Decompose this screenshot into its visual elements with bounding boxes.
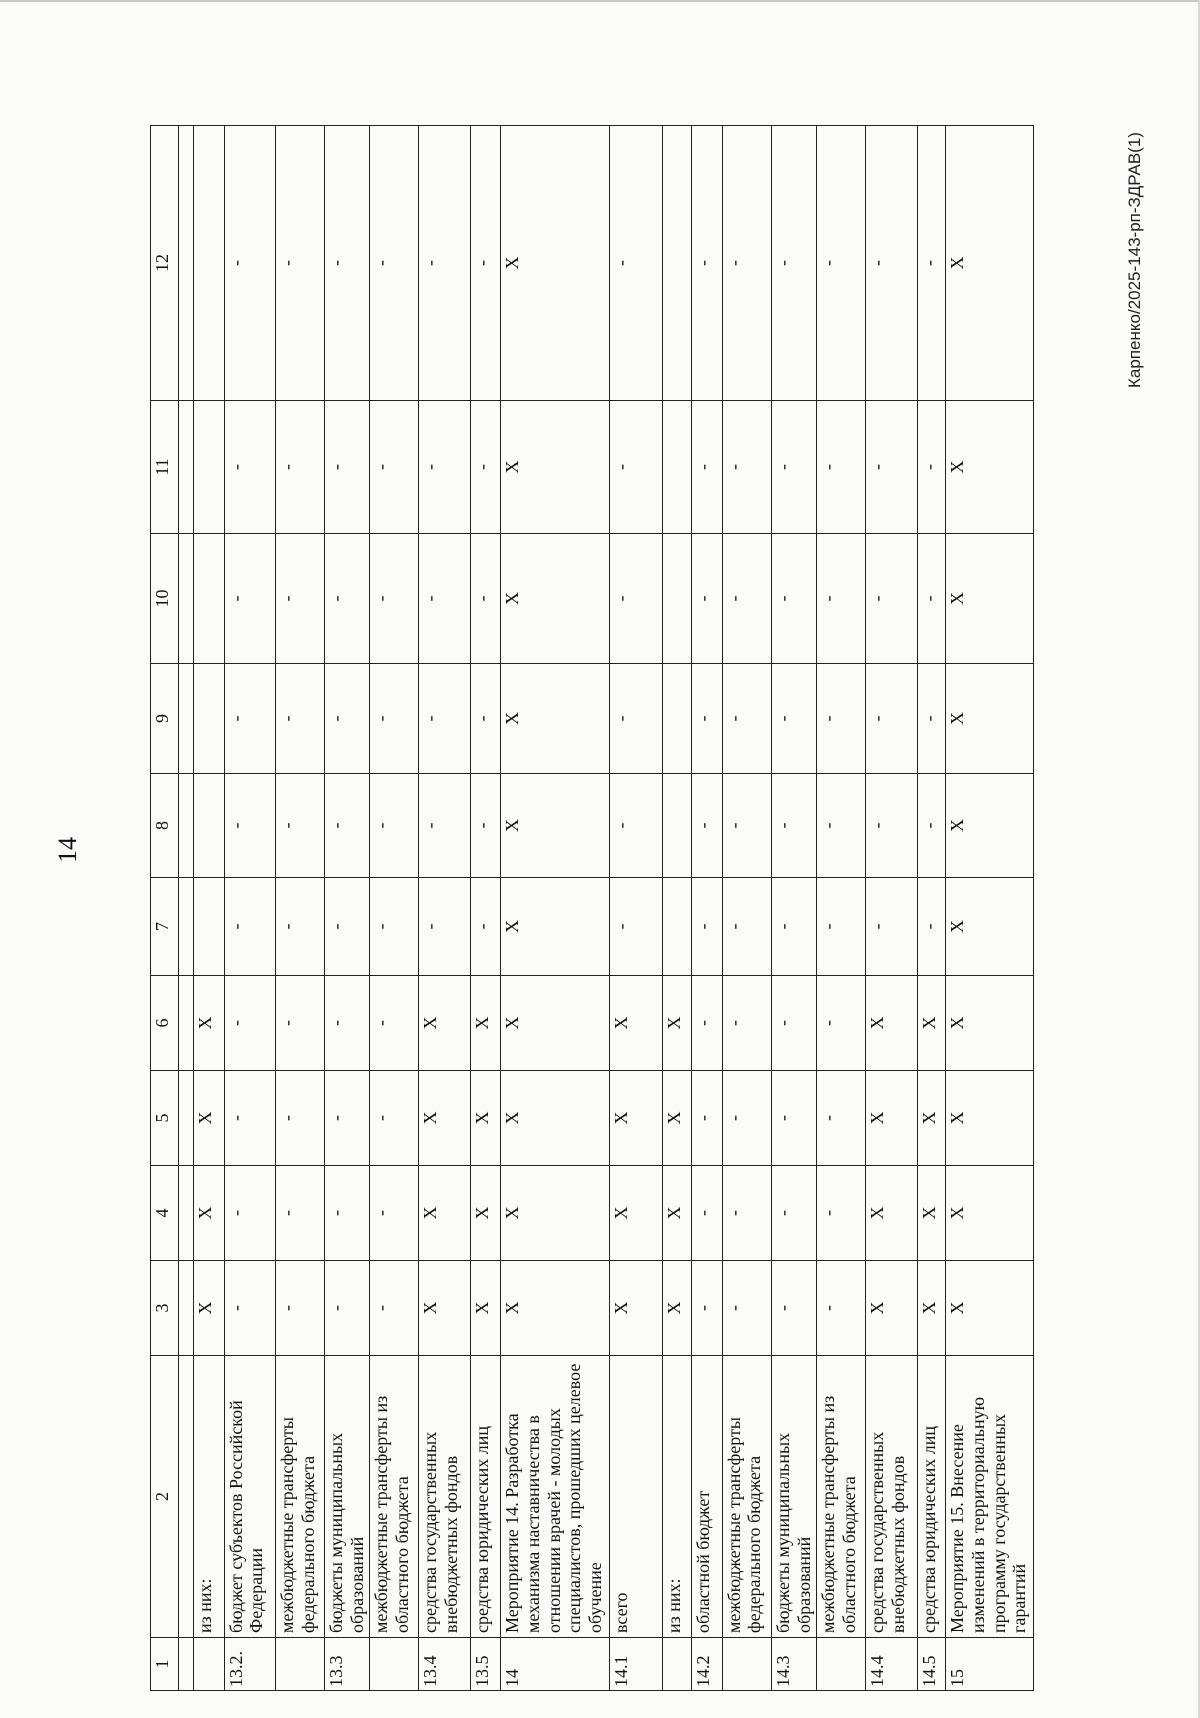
row-label-cell: Мероприятие 15. Внесение изменений в территориальную программу государственных гарантий	[946, 1356, 1034, 1638]
value-cell: -	[692, 774, 723, 878]
value-cell	[193, 534, 224, 664]
value-cell: -	[866, 401, 917, 534]
header-cell: 7	[151, 878, 179, 976]
value-cell: X	[610, 1261, 663, 1356]
table-row	[817, 126, 866, 1691]
row-number-cell: 13.5	[470, 1638, 501, 1691]
header-cell: 9	[151, 664, 179, 774]
table-row	[501, 126, 610, 1691]
value-cell: -	[917, 664, 946, 774]
value-cell: X	[470, 1261, 501, 1356]
value-cell: -	[610, 534, 663, 664]
value-cell: -	[692, 401, 723, 534]
table-cell	[178, 878, 193, 976]
value-cell: -	[817, 664, 866, 774]
value-cell: -	[224, 976, 275, 1071]
value-cell: X	[501, 534, 610, 664]
row-number-cell: 13.2.	[224, 1638, 275, 1691]
value-cell: -	[866, 126, 917, 401]
row-number-cell	[817, 1638, 866, 1691]
value-cell: -	[722, 1166, 771, 1261]
value-cell: X	[866, 1166, 917, 1261]
value-cell: -	[692, 1261, 723, 1356]
value-cell: -	[324, 401, 369, 534]
value-cell	[663, 664, 692, 774]
value-cell: -	[275, 401, 324, 534]
value-cell: -	[771, 878, 816, 976]
value-cell: -	[275, 878, 324, 976]
value-cell: -	[470, 401, 501, 534]
value-cell: X	[946, 1261, 1034, 1356]
value-cell: -	[771, 664, 816, 774]
row-number-cell	[722, 1638, 771, 1691]
row-label-cell: средства государственных внебюджетных фондов	[866, 1356, 917, 1638]
value-cell: X	[610, 1166, 663, 1261]
value-cell: -	[771, 401, 816, 534]
value-cell: -	[275, 534, 324, 664]
row-number-cell: 14.3	[771, 1638, 816, 1691]
value-cell: -	[324, 878, 369, 976]
value-cell: -	[470, 664, 501, 774]
value-cell: -	[370, 534, 419, 664]
value-cell: X	[917, 976, 946, 1071]
value-cell: -	[771, 1166, 816, 1261]
table-row	[419, 126, 470, 1691]
row-label-cell: бюджеты муниципальных образований	[771, 1356, 816, 1638]
table-row	[917, 126, 946, 1691]
value-cell: -	[224, 774, 275, 878]
value-cell: -	[224, 401, 275, 534]
row-number-cell: 13.3	[324, 1638, 369, 1691]
value-cell: -	[470, 774, 501, 878]
value-cell: -	[419, 878, 470, 976]
value-cell: -	[610, 664, 663, 774]
value-cell: -	[419, 126, 470, 401]
value-cell: X	[917, 1166, 946, 1261]
value-cell: -	[917, 126, 946, 401]
value-cell: -	[419, 401, 470, 534]
table-cell	[178, 1261, 193, 1356]
value-cell: -	[817, 774, 866, 878]
row-label-cell: Мероприятие 14. Разработка механизма наставничества в отношении врачей - молодых специалистов, прошедших целевое обучение	[501, 1356, 610, 1638]
value-cell: -	[817, 1261, 866, 1356]
table-row	[370, 126, 419, 1691]
value-cell	[663, 126, 692, 401]
value-cell: -	[817, 976, 866, 1071]
row-label-cell: средства государственных внебюджетных фондов	[419, 1356, 470, 1638]
row-label-cell: из них:	[663, 1356, 692, 1638]
page-number: 14	[53, 837, 82, 863]
value-cell: X	[501, 401, 610, 534]
row-number-cell: 14	[501, 1638, 610, 1691]
value-cell: X	[610, 976, 663, 1071]
value-cell: -	[370, 774, 419, 878]
value-cell: X	[419, 1071, 470, 1166]
value-cell: X	[419, 1261, 470, 1356]
value-cell: -	[917, 401, 946, 534]
value-cell: X	[946, 976, 1034, 1071]
value-cell: X	[946, 1071, 1034, 1166]
value-cell: -	[370, 664, 419, 774]
value-cell: -	[275, 1261, 324, 1356]
value-cell: -	[866, 774, 917, 878]
value-cell: -	[771, 126, 816, 401]
value-cell	[663, 878, 692, 976]
value-cell: -	[917, 534, 946, 664]
value-cell	[193, 126, 224, 401]
table-cell	[178, 774, 193, 878]
value-cell: X	[419, 976, 470, 1071]
value-cell: X	[866, 1071, 917, 1166]
value-cell: X	[193, 976, 224, 1071]
value-cell: -	[692, 976, 723, 1071]
header-cell: 5	[151, 1071, 179, 1166]
value-cell: X	[501, 1071, 610, 1166]
value-cell: X	[501, 976, 610, 1071]
value-cell: X	[419, 1166, 470, 1261]
value-cell: -	[324, 1071, 369, 1166]
value-cell: -	[370, 1261, 419, 1356]
value-cell: X	[610, 1071, 663, 1166]
table-cell	[178, 1356, 193, 1638]
value-cell: -	[771, 976, 816, 1071]
row-number-cell: 14.5	[917, 1638, 946, 1691]
table-cell	[178, 664, 193, 774]
value-cell: X	[470, 1071, 501, 1166]
value-cell: X	[663, 976, 692, 1071]
value-cell: X	[866, 976, 917, 1071]
value-cell: -	[917, 878, 946, 976]
value-cell: X	[501, 664, 610, 774]
value-cell: X	[866, 1261, 917, 1356]
row-label-cell: межбюджетные трансферты из областного бюджета	[817, 1356, 866, 1638]
value-cell: -	[722, 534, 771, 664]
value-cell: -	[275, 976, 324, 1071]
header-cell: 11	[151, 401, 179, 534]
value-cell: -	[370, 126, 419, 401]
table-row	[224, 126, 275, 1691]
table-cell	[178, 534, 193, 664]
value-cell: -	[722, 126, 771, 401]
value-cell: -	[866, 664, 917, 774]
value-cell: -	[324, 664, 369, 774]
table-cell	[178, 1166, 193, 1261]
spacer-row	[178, 126, 193, 1691]
value-cell: X	[663, 1261, 692, 1356]
value-cell: -	[817, 1071, 866, 1166]
table-cell	[178, 126, 193, 401]
value-cell: -	[722, 664, 771, 774]
row-number-cell	[275, 1638, 324, 1691]
row-label-cell: областной бюджет	[692, 1356, 723, 1638]
header-cell: 2	[151, 1356, 179, 1638]
value-cell: -	[275, 664, 324, 774]
header-cell: 8	[151, 774, 179, 878]
value-cell: X	[663, 1071, 692, 1166]
table-row	[946, 126, 1034, 1691]
row-label-cell: межбюджетные трансферты федерального бюджета	[722, 1356, 771, 1638]
value-cell	[193, 774, 224, 878]
value-cell: X	[946, 401, 1034, 534]
value-cell: -	[722, 1071, 771, 1166]
row-label-cell: бюджеты муниципальных образований	[324, 1356, 369, 1638]
table-row	[324, 126, 369, 1691]
header-cell: 10	[151, 534, 179, 664]
value-cell: -	[419, 774, 470, 878]
value-cell: -	[771, 1261, 816, 1356]
value-cell: -	[610, 878, 663, 976]
value-cell: X	[917, 1261, 946, 1356]
value-cell: X	[501, 1166, 610, 1261]
value-cell: -	[610, 126, 663, 401]
value-cell: -	[866, 534, 917, 664]
row-number-cell: 14.1	[610, 1638, 663, 1691]
value-cell	[663, 534, 692, 664]
value-cell: -	[771, 1071, 816, 1166]
row-number-cell: 14.4	[866, 1638, 917, 1691]
row-number-cell: 13.4	[419, 1638, 470, 1691]
table-container	[150, 126, 1034, 1691]
value-cell: -	[692, 878, 723, 976]
value-cell: -	[771, 534, 816, 664]
value-cell: -	[692, 1166, 723, 1261]
row-label-cell: всего	[610, 1356, 663, 1638]
table-row	[771, 126, 816, 1691]
header-cell: 3	[151, 1261, 179, 1356]
row-label-cell: средства юридических лиц	[917, 1356, 946, 1638]
value-cell: -	[470, 534, 501, 664]
value-cell: -	[224, 878, 275, 976]
value-cell: -	[722, 774, 771, 878]
value-cell: -	[692, 664, 723, 774]
value-cell: -	[370, 1071, 419, 1166]
table-cell	[178, 1071, 193, 1166]
value-cell: -	[817, 534, 866, 664]
value-cell: -	[771, 774, 816, 878]
table-row	[193, 126, 224, 1691]
value-cell: -	[224, 1166, 275, 1261]
value-cell: X	[470, 1166, 501, 1261]
row-label-cell: межбюджетные трансферты из областного бюджета	[370, 1356, 419, 1638]
value-cell: X	[193, 1261, 224, 1356]
table-cell	[178, 401, 193, 534]
table-row	[692, 126, 723, 1691]
value-cell: -	[275, 126, 324, 401]
value-cell: X	[470, 976, 501, 1071]
scan-edge	[0, 0, 1200, 2]
header-cell: 12	[151, 126, 179, 401]
value-cell: -	[224, 664, 275, 774]
value-cell: -	[324, 976, 369, 1071]
header-cell: 4	[151, 1166, 179, 1261]
value-cell: -	[722, 1261, 771, 1356]
table-row	[866, 126, 917, 1691]
table-row	[275, 126, 324, 1691]
table-cell	[178, 1638, 193, 1691]
row-label-cell: средства юридических лиц	[470, 1356, 501, 1638]
table-row	[722, 126, 771, 1691]
value-cell: -	[224, 534, 275, 664]
value-cell: X	[501, 774, 610, 878]
document-footer-id: Карпенко/2025-143-рп-ЗДРАВ(1)	[1125, 132, 1144, 388]
value-cell: X	[946, 534, 1034, 664]
value-cell: X	[946, 126, 1034, 401]
value-cell: X	[501, 126, 610, 401]
row-number-cell	[193, 1638, 224, 1691]
value-cell: -	[324, 534, 369, 664]
row-number-cell	[370, 1638, 419, 1691]
value-cell: -	[817, 1166, 866, 1261]
value-cell: -	[722, 976, 771, 1071]
row-number-cell: 14.2	[692, 1638, 723, 1691]
value-cell: -	[817, 878, 866, 976]
value-cell: -	[324, 774, 369, 878]
table-cell	[178, 976, 193, 1071]
value-cell: -	[419, 534, 470, 664]
budget-table	[150, 125, 1034, 1691]
row-label-cell: межбюджетные трансферты федерального бюджета	[275, 1356, 324, 1638]
value-cell	[193, 878, 224, 976]
value-cell: X	[946, 1166, 1034, 1261]
value-cell: X	[193, 1071, 224, 1166]
value-cell: -	[224, 1071, 275, 1166]
value-cell	[663, 774, 692, 878]
value-cell: -	[224, 1261, 275, 1356]
value-cell: X	[946, 774, 1034, 878]
value-cell: -	[370, 976, 419, 1071]
value-cell: X	[946, 664, 1034, 774]
value-cell	[193, 401, 224, 534]
value-cell	[663, 401, 692, 534]
value-cell: X	[501, 878, 610, 976]
value-cell: -	[324, 1261, 369, 1356]
value-cell: -	[370, 401, 419, 534]
value-cell: -	[275, 1166, 324, 1261]
table-body	[193, 126, 1033, 1691]
value-cell: X	[501, 1261, 610, 1356]
value-cell: -	[866, 878, 917, 976]
value-cell: X	[946, 878, 1034, 976]
header-row	[151, 126, 179, 1691]
value-cell: -	[324, 1166, 369, 1261]
value-cell: -	[470, 126, 501, 401]
value-cell: -	[419, 664, 470, 774]
row-label-cell: из них:	[193, 1356, 224, 1638]
value-cell: -	[692, 126, 723, 401]
value-cell: -	[275, 1071, 324, 1166]
value-cell: -	[470, 878, 501, 976]
value-cell: -	[370, 878, 419, 976]
value-cell	[193, 664, 224, 774]
value-cell: -	[722, 401, 771, 534]
row-number-cell: 15	[946, 1638, 1034, 1691]
rotated-table-wrapper	[150, 126, 1034, 1691]
value-cell: -	[324, 126, 369, 401]
value-cell: X	[917, 1071, 946, 1166]
table-row	[663, 126, 692, 1691]
table-row	[470, 126, 501, 1691]
table-row	[610, 126, 663, 1691]
value-cell: -	[817, 126, 866, 401]
value-cell: -	[722, 878, 771, 976]
value-cell: -	[610, 774, 663, 878]
header-cell: 1	[151, 1638, 179, 1691]
value-cell: X	[193, 1166, 224, 1261]
row-number-cell	[663, 1638, 692, 1691]
value-cell: -	[275, 774, 324, 878]
value-cell: -	[692, 1071, 723, 1166]
value-cell: -	[692, 534, 723, 664]
value-cell: -	[224, 126, 275, 401]
value-cell: -	[610, 401, 663, 534]
value-cell: -	[370, 1166, 419, 1261]
header-cell: 6	[151, 976, 179, 1071]
value-cell: -	[917, 774, 946, 878]
value-cell: -	[817, 401, 866, 534]
value-cell: X	[663, 1166, 692, 1261]
row-label-cell: бюджет субъектов Российской Федерации	[224, 1356, 275, 1638]
